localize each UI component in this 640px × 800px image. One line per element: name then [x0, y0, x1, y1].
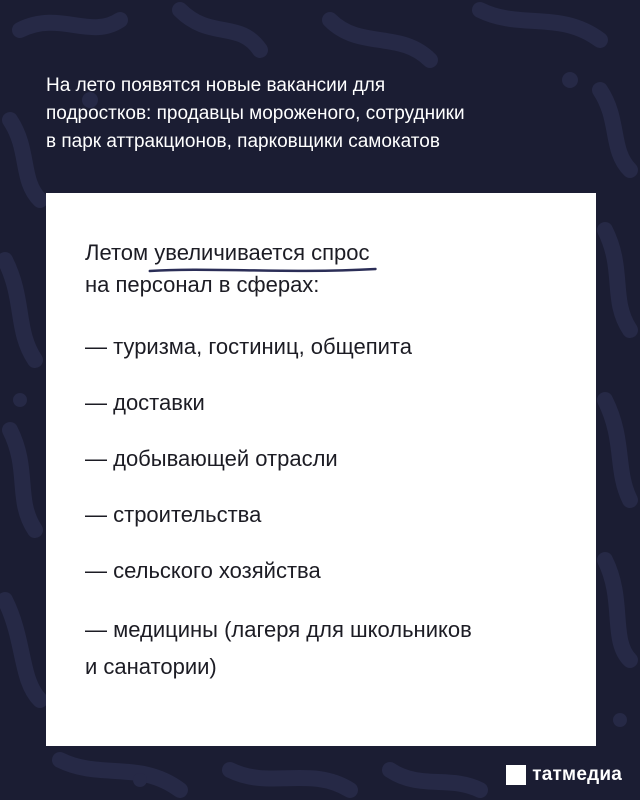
- list-item-line: и санатории): [85, 654, 217, 679]
- list-item: — добывающей отрасли: [85, 446, 338, 471]
- intro-rest: на персонал в сферах:: [85, 272, 320, 297]
- headline-line: подростков: продавцы мороженого, сотрудники: [46, 103, 465, 124]
- hand-drawn-underline: [148, 265, 377, 275]
- content-card: [46, 193, 596, 746]
- intro-text: [85, 237, 560, 301]
- brand-logo: [506, 764, 622, 786]
- list-item-line: — медицины (лагеря для школьников: [85, 617, 472, 642]
- intro-prefix: Летом: [85, 240, 155, 265]
- brand-name: татмедиа: [532, 764, 622, 785]
- highlighted-phrase-text: увеличивается спрос: [154, 240, 370, 265]
- list-item: — туризма, гостиниц, общепита: [85, 334, 412, 359]
- list-item-medicine: [85, 611, 560, 685]
- list-item: — строительства: [85, 502, 262, 527]
- brand-square-icon: [506, 765, 526, 785]
- list-item: — сельского хозяйства: [85, 558, 321, 583]
- headline-line: в парк аттракционов, парковщики самокатов: [46, 131, 440, 152]
- highlighted-phrase: [154, 237, 369, 269]
- headline-line: На лето появятся новые вакансии для: [46, 75, 386, 96]
- headline: [46, 72, 606, 156]
- list-item: — доставки: [85, 390, 205, 415]
